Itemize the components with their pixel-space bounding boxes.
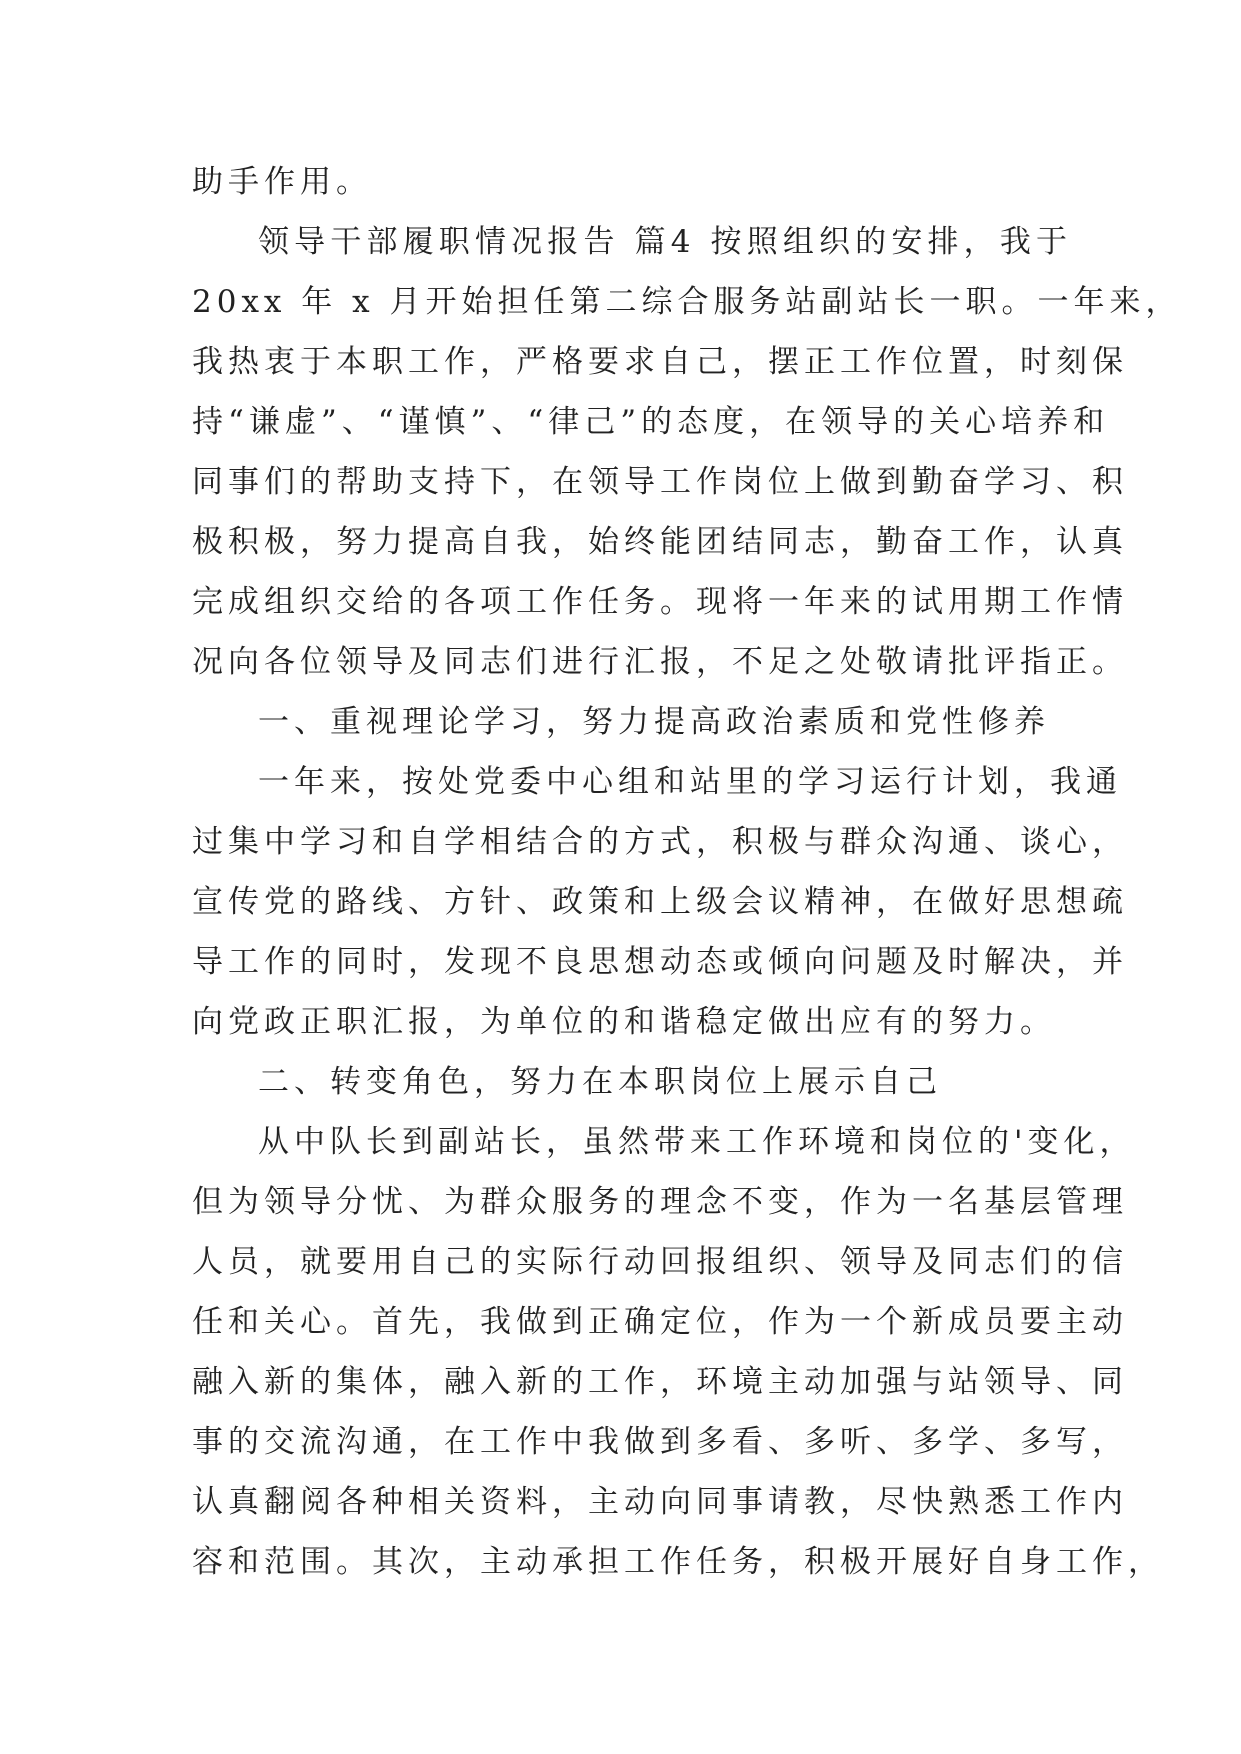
document-body [192, 152, 1182, 1592]
text-line: 融入新的集体，融入新的工作，环境主动加强与站领导、同 [192, 1364, 1128, 1400]
text-line: 导工作的同时，发现不良思想动态或倾向问题及时解决，并 [192, 944, 1128, 980]
text-line: 过集中学习和自学相结合的方式，积极与群众沟通、谈心， [192, 824, 1128, 860]
text-line: 况向各位领导及同志们进行汇报，不足之处敬请批评指正。 [192, 644, 1128, 680]
text-line: 从中队长到副站长，虽然带来工作环境和岗位的'变化， [258, 1124, 1136, 1160]
text-line: 向党政正职汇报，为单位的和谐稳定做出应有的努力。 [192, 1004, 1056, 1040]
text-line: 完成组织交给的各项工作任务。现将一年来的试用期工作情 [192, 584, 1128, 620]
section-heading: 二、转变角色，努力在本职岗位上展示自己 [258, 1064, 942, 1100]
text-line: 容和范围。其次，主动承担工作任务，积极开展好自身工作， [192, 1544, 1164, 1580]
text-line: 持“谦虚”、“谨慎”、“律己”的态度，在领导的关心培养和 [192, 404, 1110, 440]
text-line: 同事们的帮助支持下，在领导工作岗位上做到勤奋学习、积 [192, 464, 1128, 500]
text-line: 但为领导分忧、为群众服务的理念不变，作为一名基层管理 [192, 1184, 1128, 1220]
text-line: 人员，就要用自己的实际行动回报组织、领导及同志们的信 [192, 1244, 1128, 1280]
text-line: 20xx 年 x 月开始担任第二综合服务站副站长一职。一年来， [192, 284, 1182, 320]
text-line: 事的交流沟通，在工作中我做到多看、多听、多学、多写， [192, 1424, 1128, 1460]
text-line: 认真翻阅各种相关资料，主动向同事请教，尽快熟悉工作内 [192, 1484, 1128, 1520]
section-heading: 一、重视理论学习，努力提高政治素质和党性修养 [258, 704, 1050, 740]
text-line: 宣传党的路线、方针、政策和上级会议精神，在做好思想疏 [192, 884, 1128, 920]
text-line: 我热衷于本职工作，严格要求自己，摆正工作位置，时刻保 [192, 344, 1128, 380]
text-line: 一年来，按处党委中心组和站里的学习运行计划，我通 [258, 764, 1122, 800]
section-title-line: 领导干部履职情况报告 篇4 按照组织的安排，我于 [258, 224, 1072, 260]
text-line: 任和关心。首先，我做到正确定位，作为一个新成员要主动 [192, 1304, 1128, 1340]
text-line: 极积极，努力提高自我，始终能团结同志，勤奋工作，认真 [192, 524, 1128, 560]
text-line: 助手作用。 [192, 164, 372, 200]
